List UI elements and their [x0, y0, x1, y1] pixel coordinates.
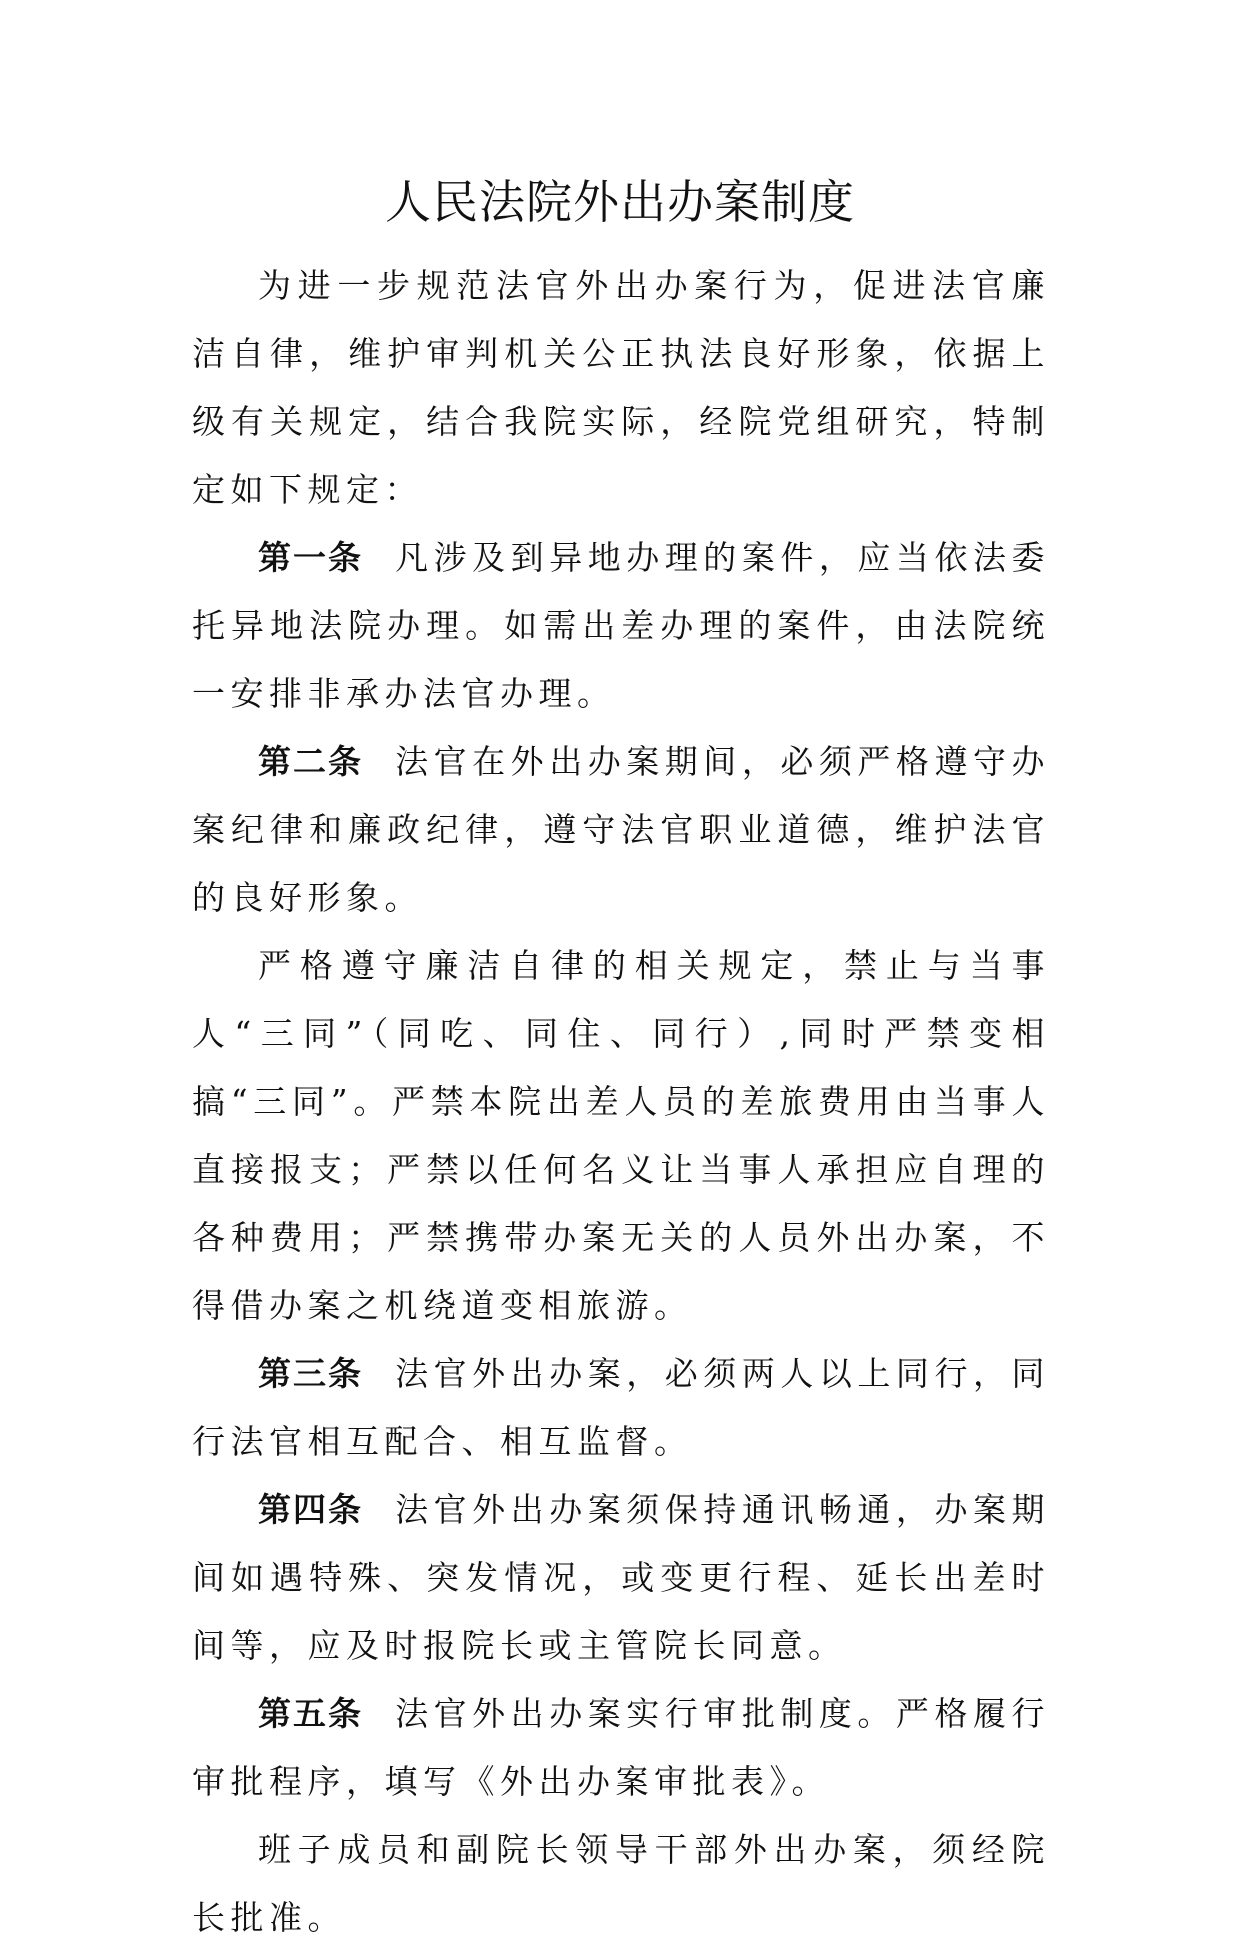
article-label: 第三条 — [258, 1354, 364, 1393]
paragraph-text: 法官外出办案，必须两人以上同行，同行法官相互配合、相互监督。 — [192, 1354, 1051, 1461]
article-2-detail-paragraph — [192, 932, 1050, 1340]
article-2-paragraph — [192, 728, 1050, 932]
paragraph-text: 凡涉及到异地办理的案件，应当依法委托异地法院办理。如需出差办理的案件，由法院统一安排非承办法官办理。 — [192, 538, 1051, 713]
article-label: 第四条 — [258, 1490, 364, 1529]
paragraph-text: 班子成员和副院长领导干部外出办案，须经院长批准。 — [192, 1830, 1050, 1937]
paragraph-text: 法官在外出办案期间，必须严格遵守办案纪律和廉政纪律，遵守法官职业道德，维护法官的良好形象。 — [192, 742, 1051, 917]
paragraph-text: 严格遵守廉洁自律的相关规定，禁止与当事人“三同”（同吃、同住、同行）,同时严禁变相搞“三同”。严禁本院出差人员的差旅费用由当事人直接报支；严禁以任何名义让当事人承担应自理的各种费用；严禁携带办案无关的人员外出办案，不得借办案之机绕道变相旅游。 — [192, 946, 1050, 1325]
preamble-paragraph — [192, 252, 1050, 524]
paragraph-text: 为进一步规范法官外出办案行为，促进法官廉洁自律，维护审判机关公正执法良好形象，依据上级有关规定，结合我院实际，经院党组研究，特制定如下规定： — [192, 266, 1050, 509]
article-label: 第五条 — [258, 1694, 364, 1733]
document-body — [192, 252, 1050, 1952]
document-title: 人民法院外出办案制度 — [385, 175, 855, 229]
article-3-paragraph — [192, 1340, 1050, 1476]
article-4-paragraph — [192, 1476, 1050, 1680]
article-5-detail-paragraph — [192, 1816, 1050, 1952]
article-label: 第一条 — [258, 538, 364, 577]
paragraph-text: 法官外出办案实行审批制度。严格履行审批程序，填写《外出办案审批表》。 — [192, 1694, 1051, 1801]
paragraph-text: 法官外出办案须保持通讯畅通，办案期间如遇特殊、突发情况，或变更行程、延长出差时间等，应及时报院长或主管院长同意。 — [192, 1490, 1051, 1665]
article-1-paragraph — [192, 524, 1050, 728]
article-label: 第二条 — [258, 742, 364, 781]
article-5-paragraph — [192, 1680, 1050, 1816]
